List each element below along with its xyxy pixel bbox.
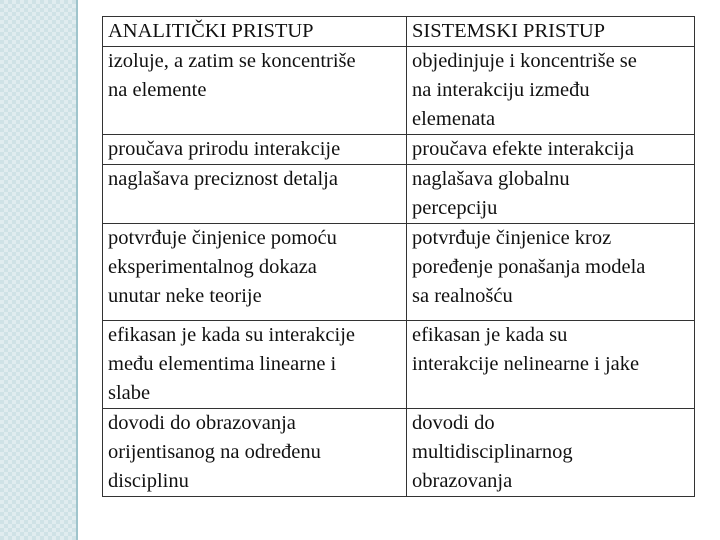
decorative-side-stripe: [0, 0, 76, 540]
cell-systemic: proučava efekte interakcija: [407, 135, 695, 165]
cell-analytical: efikasan je kada su interakcije među elementima linearne i slabe: [103, 321, 407, 409]
table-header-row: [103, 17, 695, 47]
table-row: [103, 47, 695, 135]
cell-analytical: proučava prirodu interakcije: [103, 135, 407, 165]
header-systemic: SISTEMSKI PRISTUP: [407, 17, 695, 47]
table-row: [103, 321, 695, 409]
table-row: [103, 409, 695, 497]
cell-systemic: naglašava globalnu percepciju: [407, 165, 695, 224]
header-analytical: ANALITIČKI PRISTUP: [103, 17, 407, 47]
table-row: [103, 224, 695, 321]
table-row: [103, 165, 695, 224]
comparison-table: [102, 16, 695, 497]
cell-analytical: izoluje, a zatim se koncentriše na elemente: [103, 47, 407, 135]
decorative-side-line: [76, 0, 78, 540]
cell-analytical: dovodi do obrazovanja orijentisanog na određenu disciplinu: [103, 409, 407, 497]
cell-analytical: potvrđuje činjenice pomoću eksperimentalnog dokaza unutar neke teorije: [103, 224, 407, 321]
cell-systemic: efikasan je kada su interakcije nelinearne i jake: [407, 321, 695, 409]
cell-systemic: dovodi do multidisciplinarnog obrazovanja: [407, 409, 695, 497]
cell-systemic: objedinjuje i koncentriše se na interakciju između elemenata: [407, 47, 695, 135]
cell-analytical: naglašava preciznost detalja: [103, 165, 407, 224]
table-row: [103, 135, 695, 165]
cell-systemic: potvrđuje činjenice kroz poređenje ponašanja modela sa realnošću: [407, 224, 695, 321]
